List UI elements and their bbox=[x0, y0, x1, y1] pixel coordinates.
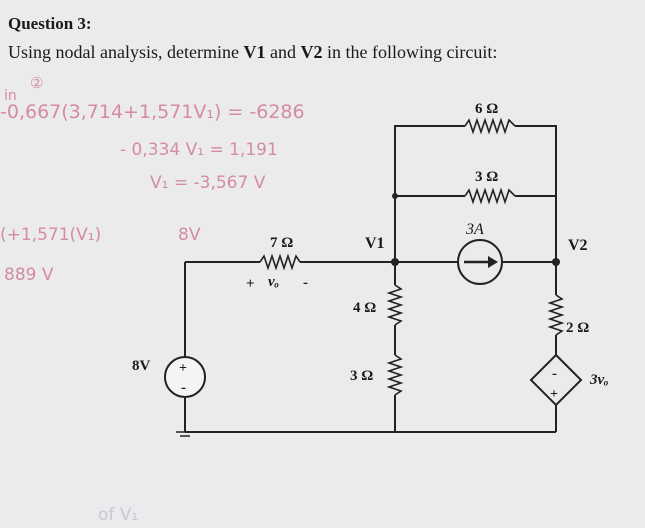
resistor-7ohm bbox=[260, 256, 300, 268]
question-title: Question 3: bbox=[8, 14, 92, 33]
hw-line4: V₁ = -3,567 V bbox=[150, 173, 266, 193]
dep-minus-sign: - bbox=[552, 366, 557, 382]
label-3a: 3A bbox=[466, 221, 484, 238]
hw-line6: 889 V bbox=[4, 265, 54, 285]
current-source bbox=[458, 240, 502, 284]
hw-line1a: in bbox=[4, 88, 17, 104]
question-text-after: in the following circuit: bbox=[322, 42, 498, 62]
hw-line5a: (+1,571(V₁) bbox=[0, 225, 102, 245]
label-8v: 8V bbox=[132, 358, 151, 374]
node-v1-dot bbox=[391, 258, 399, 266]
vs-minus-sign: - bbox=[181, 380, 186, 396]
resistor-3ohm-top bbox=[465, 190, 515, 202]
label-3ohm-top: 3 Ω bbox=[475, 169, 499, 185]
node-v2-dot bbox=[552, 258, 560, 266]
hw-line1b: ② bbox=[30, 74, 44, 92]
question-v2: V2 bbox=[300, 42, 323, 62]
hw-line3: - 0,334 V₁ = 1,191 bbox=[120, 140, 278, 160]
resistors bbox=[260, 120, 562, 395]
label-node-v1: V1 bbox=[365, 235, 385, 252]
label-3vo: 3vₒ bbox=[590, 372, 609, 388]
resistor-3ohm-bottom bbox=[389, 355, 401, 395]
vs-plus-sign: + bbox=[179, 361, 187, 376]
label-6ohm: 6 Ω bbox=[475, 101, 499, 117]
label-vo-minus: - bbox=[303, 275, 308, 291]
dep-plus-sign: + bbox=[550, 387, 558, 402]
voltage-source-8v bbox=[165, 357, 205, 397]
node-top-dot bbox=[392, 193, 398, 199]
label-vo-plus: + bbox=[246, 276, 255, 292]
hw-line5b: 8V bbox=[178, 225, 201, 245]
wire-top-left bbox=[395, 126, 465, 262]
question-v1: V1 bbox=[243, 42, 266, 62]
question-and: and bbox=[265, 42, 301, 62]
label-2ohm: 2 Ω bbox=[566, 320, 590, 336]
handwritten-notes bbox=[0, 74, 305, 525]
label-3ohm-bottom: 3 Ω bbox=[350, 368, 374, 384]
resistor-4ohm bbox=[389, 285, 401, 325]
resistor-2ohm bbox=[550, 295, 562, 335]
circuit-wires bbox=[185, 126, 556, 432]
label-vo: vₒ bbox=[268, 274, 280, 290]
label-7ohm: 7 Ω bbox=[270, 235, 294, 251]
ground-symbol bbox=[176, 432, 194, 436]
label-4ohm: 4 Ω bbox=[353, 300, 377, 316]
dependent-source bbox=[531, 355, 581, 405]
resistor-6ohm bbox=[465, 120, 515, 132]
hw-line7: of V₁ bbox=[98, 505, 139, 525]
wire-top-right bbox=[515, 126, 556, 262]
hw-line2: -0,667(3,714+1,571V₁) = -6286 bbox=[0, 101, 305, 123]
question-text-before: Using nodal analysis, determine bbox=[8, 42, 244, 62]
label-node-v2: V2 bbox=[568, 237, 588, 254]
